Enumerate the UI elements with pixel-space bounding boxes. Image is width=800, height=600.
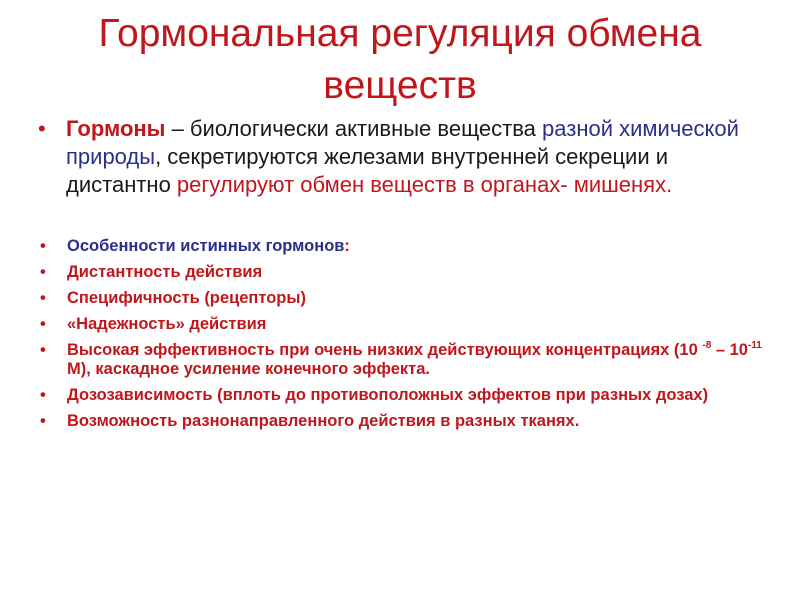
bullet-icon: • (40, 315, 46, 333)
bullet-icon: • (40, 412, 46, 430)
list-item (40, 289, 780, 308)
list-item (40, 263, 780, 282)
intro-list (38, 115, 758, 199)
intro-text-3: , секретируются железами внутренней секреции и дистантно (66, 144, 669, 197)
efficiency-text-3: М), каскадное усиление конечного эффекта. (67, 360, 430, 378)
bullet-icon: • (40, 263, 46, 281)
bullet-icon: • (40, 289, 46, 307)
list-item-dose (40, 386, 780, 405)
list-item-text: Возможность разнонаправленного действия в разных тканях. (67, 412, 580, 430)
features-list (40, 237, 780, 438)
list-item-efficiency (40, 341, 780, 379)
list-item (40, 315, 780, 334)
efficiency-text-1: Высокая эффективность при очень низких действующих концентрациях (10 (67, 341, 703, 359)
features-heading (40, 237, 780, 256)
efficiency-exponent-1: -8 (702, 340, 712, 351)
intro-text-4: регулируют обмен веществ в органах- мишенях. (176, 172, 673, 197)
intro-item (38, 115, 758, 199)
list-item-text: Дистантность действия (67, 263, 263, 281)
efficiency-exponent-2: -11 (747, 340, 762, 351)
intro-text-2: разной химической природы (66, 116, 739, 169)
efficiency-text-2: – 10 (711, 341, 748, 359)
list-item-text: «Надежность» действия (67, 315, 267, 333)
features-heading-text: Особенности истинных гормонов (67, 237, 345, 255)
bullet-icon: • (40, 341, 46, 359)
bullet-icon: • (40, 237, 46, 255)
bullet-icon: • (40, 386, 46, 404)
intro-term: Гормоны (66, 116, 166, 141)
bullet-icon: • (38, 116, 46, 141)
list-item-text: Специфичность (рецепторы) (67, 289, 306, 307)
list-item-multi (40, 412, 780, 431)
slide-title: Гормональная регуляция обмена веществ (98, 12, 702, 107)
intro-text-1: – биологически активные вещества (165, 116, 543, 141)
features-heading-colon: : (344, 237, 350, 255)
list-item-text: Дозозависимость (вплоть до противоположных эффектов при разных дозах) (67, 386, 709, 404)
